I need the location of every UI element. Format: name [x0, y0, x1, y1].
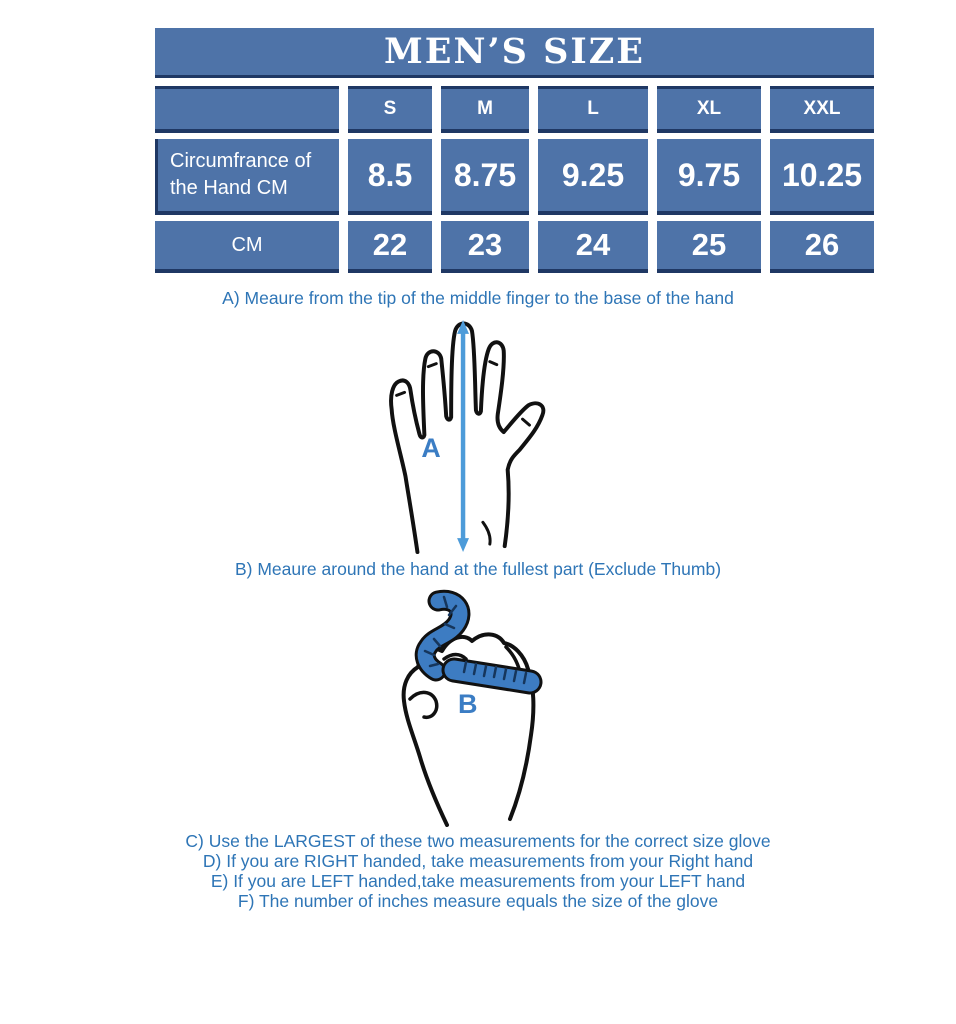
cm-value-l: 24: [538, 221, 648, 273]
size-header-row: [155, 86, 874, 133]
instructions-c-f: [0, 831, 956, 911]
fist-with-tape-illustration: [392, 589, 552, 827]
instruction-e: E) If you are LEFT handed,take measurements from your LEFT hand: [210, 871, 746, 891]
cm-value-xxl: 26: [770, 221, 874, 273]
size-table-title: MEN’S SIZE: [155, 28, 874, 78]
cm-row-label: CM: [155, 221, 339, 273]
circumference-row-label-text: Circumfrance of the Hand CM: [170, 150, 312, 199]
hand-measure-label-a: A: [421, 432, 441, 463]
instruction-a: A) Meaure from the tip of the middle finger to the base of the hand: [222, 288, 734, 308]
instruction-c: C) Use the LARGEST of these two measurements for the correct size glove: [185, 831, 771, 851]
circumference-value-m: 8.75: [441, 139, 529, 215]
cm-value-xl: 25: [657, 221, 761, 273]
circumference-value-s: 8.5: [348, 139, 432, 215]
circumference-row: [155, 139, 874, 215]
size-col-xl: XL: [657, 86, 761, 133]
cm-row: [155, 221, 874, 273]
fist-measure-label-b: B: [458, 689, 478, 719]
circumference-value-xl: 9.75: [657, 139, 761, 215]
hand-outline: [391, 323, 543, 552]
size-col-xxl: XXL: [770, 86, 874, 133]
size-header-empty-cell: [155, 86, 339, 133]
instruction-d: D) If you are RIGHT handed, take measurements from your Right hand: [202, 851, 754, 871]
circumference-row-label: [155, 139, 339, 215]
circumference-value-xxl: 10.25: [770, 139, 874, 215]
instruction-f: F) The number of inches measure equals the size of the glove: [237, 891, 719, 911]
circumference-value-l: 9.25: [538, 139, 648, 215]
size-col-s: S: [348, 86, 432, 133]
size-col-m: M: [441, 86, 529, 133]
cm-value-s: 22: [348, 221, 432, 273]
open-hand-illustration: [379, 318, 559, 554]
instruction-b: B) Meaure around the hand at the fullest part (Exclude Thumb): [234, 559, 722, 579]
size-col-l: L: [538, 86, 648, 133]
size-table: [155, 28, 874, 273]
cm-value-m: 23: [441, 221, 529, 273]
